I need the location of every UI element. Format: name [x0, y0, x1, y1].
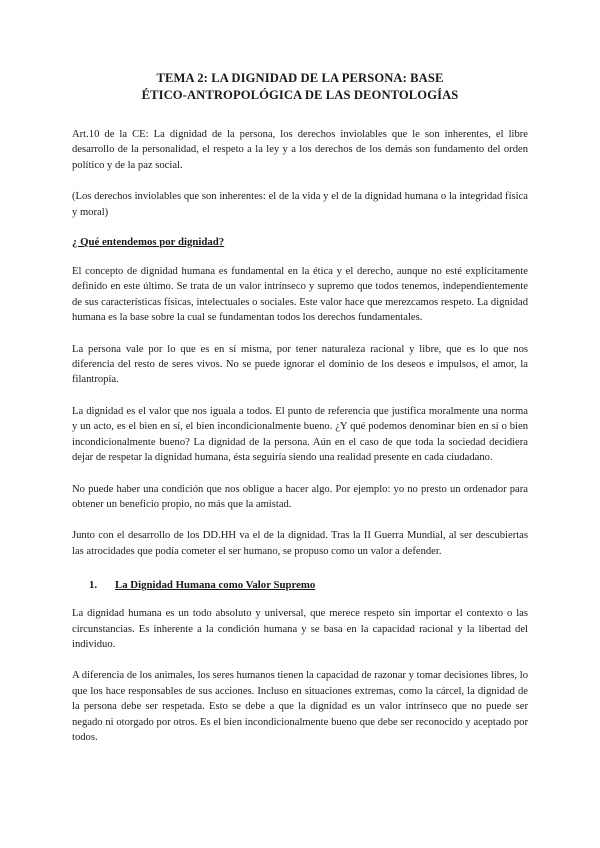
paragraph-derechos-inviolables: (Los derechos inviolables que son inherentes: el de la vida y el de la dignidad humana o la integridad física y moral) [72, 191, 528, 218]
section-heading-1 [72, 579, 528, 591]
title-line-1: TEMA 2: LA DIGNIDAD DE LA PERSONA: BASE [156, 71, 444, 85]
section-number: 1. [89, 579, 98, 592]
paragraph-persona-vale: La persona vale por lo que es en sí misma, por tener naturaleza racional y libre, que es lo que nos diferencia del resto de seres vivos. No se puede ignorar el dominio de los deseos e impulsos, el amor, la filantropía. [72, 343, 528, 386]
question-heading: ¿ Qué entendemos por dignidad? [72, 236, 225, 249]
document-title [72, 70, 528, 104]
section-title: La Dignidad Humana como Valor Supremo [115, 579, 316, 592]
paragraph-dignidad-iguala: La dignidad es el valor que nos iguala a todos. El punto de referencia que justifica moralmente una norma y un acto, es el bien en sí, el bien incondicionalmente bueno. ¿Y qué podemos denominar bien en sí o bien incondicionalmente bueno? La dignidad de la persona. Aún en el caso de que toda la sociedad decidiera dejar de respetar la dignidad humana, ésta seguiría siendo una realidad presente en cada ciudadano. [72, 405, 528, 464]
paragraph-ddhh: Junto con el desarrollo de los DD.HH va el de la dignidad. Tras la II Guerra Mundial, al ser descubiertas las atrocidades que podía cometer el ser humano, se propuso como un valor a defender. [72, 530, 528, 557]
paragraph-todo-absoluto: La dignidad humana es un todo absoluto y universal, que merece respeto sin importar el contexto o las circunstancias. Es inherente a la condición humana y se basa en la capacidad racional y la libertad del individuo. [72, 608, 528, 650]
document-page [72, 70, 528, 745]
paragraph-concepto-dignidad: El concepto de dignidad humana es fundamental en la ética y el derecho, aunque no esté explícitamente definido en este último. Se trata de un valor intrínseco y supremo que todos tenemos, independientemente de sus características físicas, intelectuales o sociales. Este valor hace que merezcamos respeto. La dignidad humana es la base sobre la cual se fundamentan todos los derechos fundamentales. [72, 266, 528, 324]
title-line-2: ÉTICO-ANTROPOLÓGICA DE LAS DEONTOLOGÍAS [141, 88, 459, 102]
paragraph-condicion: No puede haber una condición que nos obligue a hacer algo. Por ejemplo: yo no presto un ordenador para obtener un beneficio propio, no más que la amistad. [72, 483, 528, 510]
paragraph-art10: Art.10 de la CE: La dignidad de la persona, los derechos inviolables que le son inherentes, el libre desarrollo de la personalidad, el respeto a la ley y a los derechos de los demás son fundamento del orden político y de la paz social. [72, 129, 528, 171]
paragraph-diferencia-animales: A diferencia de los animales, los seres humanos tienen la capacidad de razonar y tomar decisiones libres, lo que los hace responsables de sus acciones. Incluso en situaciones extremas, como la cárcel, la dignidad de la persona debe ser respetada. Esto se debe a que la dignidad es un valor intrínseco que no puede ser negado ni otorgado por otros. Es el bien incondicionalmente bueno que debe ser reconocido y aceptado por todos. [72, 670, 528, 743]
